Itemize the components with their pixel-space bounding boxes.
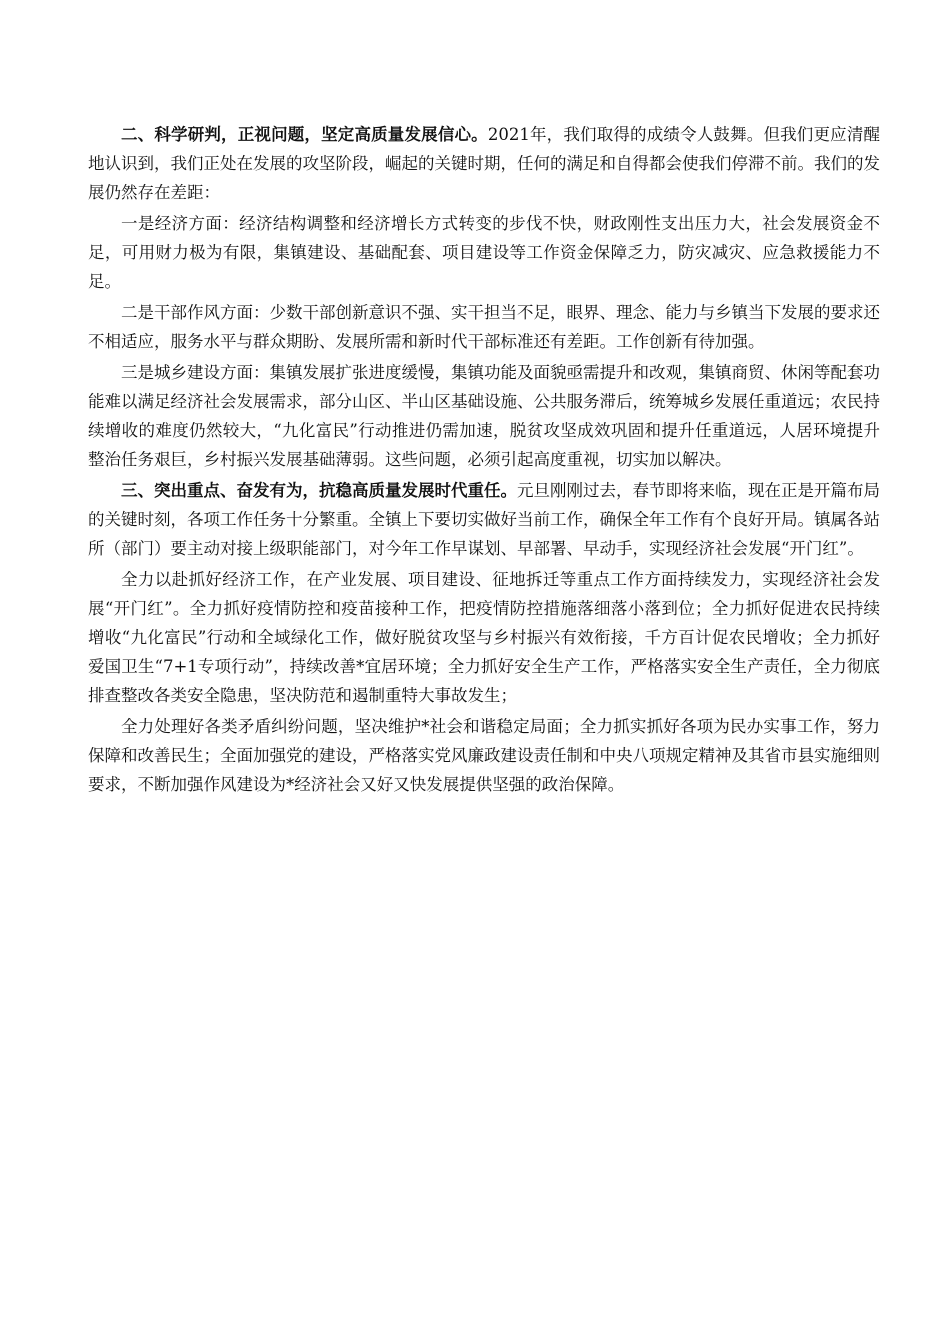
paragraph-text: 三是城乡建设方面：集镇发展扩张进度缓慢，集镇功能及面貌亟需提升和改观，集镇商贸、休闲等配套功能难以满足经济社会发展需求，部分山区、半山区基础设施、公共服务滞后，统筹城乡发展任重道远；农民持续增收的难度仍然较大，“九化富民”行动推进仍需加速，脱贫攻坚成效巩固和提升任重道远，人居环境提升整治任务艰巨，乡村振兴发展基础薄弱。这些问题，必须引起高度重视，切实加以解决。 — [88, 363, 880, 469]
paragraph-text: 2021年，我们取得的成绩令人鼓舞。但我们更应清醒地认识到，我们正处在发展的攻坚阶段，崛起的关键时期，任何的满足和自得都会使我们停滞不前。我们的发展仍然存在差距： — [88, 125, 880, 202]
paragraph-text: 一是经济方面：经济结构调整和经济增长方式转变的步伐不快，财政刚性支出压力大，社会发展资金不足，可用财力极为有限，集镇建设、基础配套、项目建设等工作资金保障乏力，防灾减灾、应急救援能力不足。 — [88, 214, 880, 291]
section-heading-three: 三、突出重点、奋发有为，抗稳高质量发展时代重任。 — [121, 481, 517, 500]
paragraph-text: 全力以赴抓好经济工作，在产业发展、项目建设、征地拆迁等重点工作方面持续发力，实现经济社会发展“开门红”。全力抓好疫情防控和疫苗接种工作，把疫情防控措施落细落小落到位；全力抓好促进农民持续增收“九化富民”行动和全域绿化工作，做好脱贫攻坚与乡村振兴有效衔接，千方百计促农民增收；全力抓好爱国卫生“7+1专项行动”，持续改善*宜居环境；全力抓好安全生产工作，严格落实安全生产责任，全力彻底排查整改各类安全隐患，坚决防范和遏制重特大事故发生； — [88, 570, 880, 705]
paragraph-economy — [88, 209, 880, 296]
paragraph-urban-rural — [88, 358, 880, 474]
paragraph-cadre-style — [88, 298, 880, 356]
paragraph-text: 全力处理好各类矛盾纠纷问题，坚决维护*社会和谐稳定局面；全力抓实抓好各项为民办实事工作，努力保障和改善民生；全面加强党的建设，严格落实党风廉政建设责任制和中央八项规定精神及其省市县实施细则要求，不断加强作风建设为*经济社会又好又快发展提供坚强的政治保障。 — [88, 717, 880, 794]
paragraph-heading-three — [88, 476, 880, 563]
paragraph-economic-work — [88, 565, 880, 710]
paragraph-heading-two — [88, 120, 880, 207]
paragraph-text: 元旦刚刚过去，春节即将来临，现在正是开篇布局的关键时刻，各项工作任务十分繁重。全镇上下要切实做好当前工作，确保全年工作有个良好开局。镇属各站所（部门）要主动对接上级职能部门，对今年工作早谋划、早部署、早动手，实现经济社会发展“开门红”。 — [88, 481, 880, 558]
document-body — [88, 120, 880, 801]
paragraph-stability — [88, 712, 880, 799]
section-heading-two: 二、科学研判，正视问题，坚定高质量发展信心。 — [121, 125, 488, 144]
paragraph-text: 二是干部作风方面：少数干部创新意识不强、实干担当不足，眼界、理念、能力与乡镇当下发展的要求还不相适应，服务水平与群众期盼、发展所需和新时代干部标准还有差距。工作创新有待加强。 — [88, 303, 880, 351]
